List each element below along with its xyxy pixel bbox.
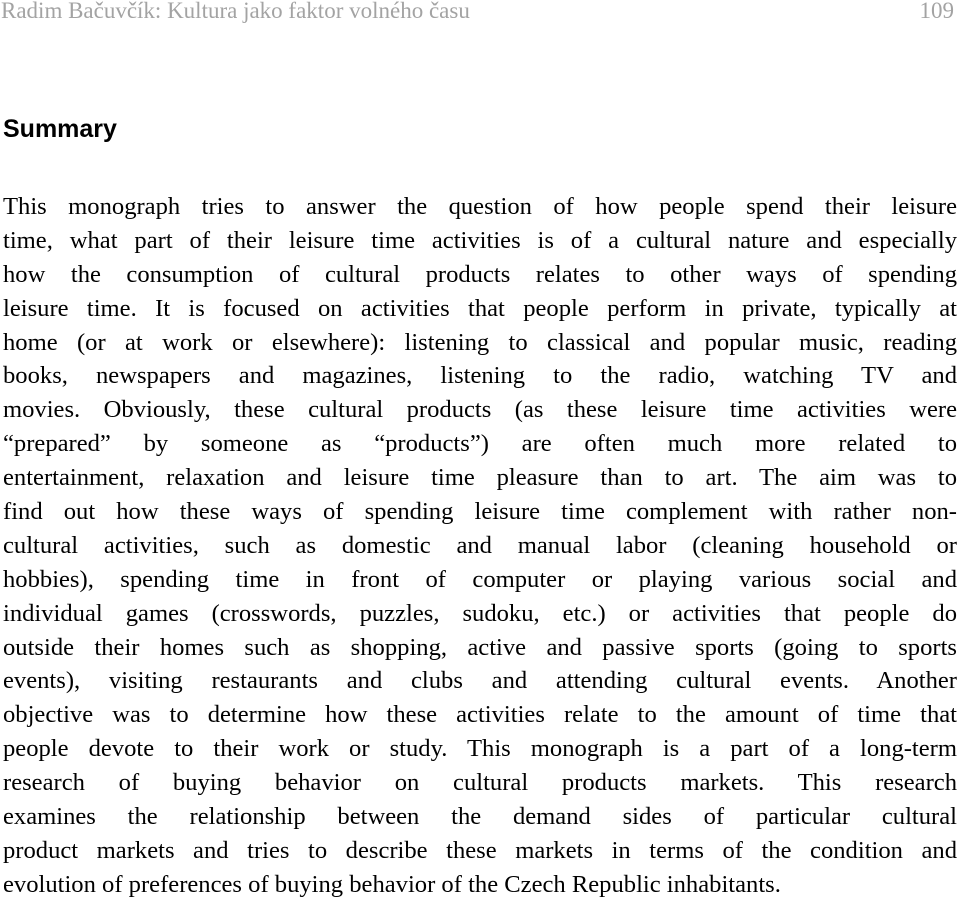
paragraph-line: “prepared” by someone as “products”) are often much more related to: [3, 430, 957, 458]
paragraph-line: find out how these ways of spending leisure time complement with rather non-: [3, 498, 957, 526]
paragraph-line: hobbies), spending time in front of computer or playing various social and: [3, 565, 957, 593]
paragraph-line: time, what part of their leisure time activities is of a cultural nature and especially: [3, 226, 957, 254]
paragraph-line: outside their homes such as shopping, active and passive sports (going to sports: [3, 633, 957, 661]
paragraph-line: research of buying behavior on cultural products markets. This research: [3, 769, 957, 797]
paragraph-line: movies. Obviously, these cultural products (as these leisure time activities were: [3, 396, 957, 424]
paragraph-line: books, newspapers and magazines, listening to the radio, watching TV and: [3, 362, 957, 390]
paragraph-line: cultural activities, such as domestic and manual labor (cleaning household or: [3, 531, 957, 559]
paragraph-line: home (or at work or elsewhere): listening to classical and popular music, reading: [3, 328, 957, 356]
paragraph-line: objective was to determine how these activities relate to the amount of time that: [3, 701, 957, 729]
paragraph-line: This monograph tries to answer the question of how people spend their leisure: [3, 193, 957, 220]
paragraph-line: people devote to their work or study. This monograph is a part of a long-term: [3, 735, 957, 763]
paragraph-line: evolution of preferences of buying behavior of the Czech Republic inhabitants.: [3, 870, 781, 898]
paragraph-line: individual games (crosswords, puzzles, sudoku, etc.) or activities that people do: [3, 599, 957, 627]
running-title: Radim Bačuvčík: Kultura jako faktor volného času: [1, 0, 470, 23]
running-header: [0, 0, 960, 26]
paragraph-line: how the consumption of cultural products relates to other ways of spending: [3, 260, 957, 288]
page-number: 109: [919, 0, 954, 23]
paragraph-line: product markets and tries to describe these markets in terms of the condition and: [3, 836, 957, 864]
paragraph-line: entertainment, relaxation and leisure time pleasure than to art. The aim was to: [3, 464, 957, 492]
section-heading: Summary: [3, 115, 117, 143]
paragraph-line: leisure time. It is focused on activities that people perform in private, typically at: [3, 294, 957, 322]
paragraph-line: events), visiting restaurants and clubs and attending cultural events. Another: [3, 667, 957, 695]
paragraph-line: examines the relationship between the demand sides of particular cultural: [3, 803, 957, 831]
summary-paragraph: [3, 190, 957, 902]
